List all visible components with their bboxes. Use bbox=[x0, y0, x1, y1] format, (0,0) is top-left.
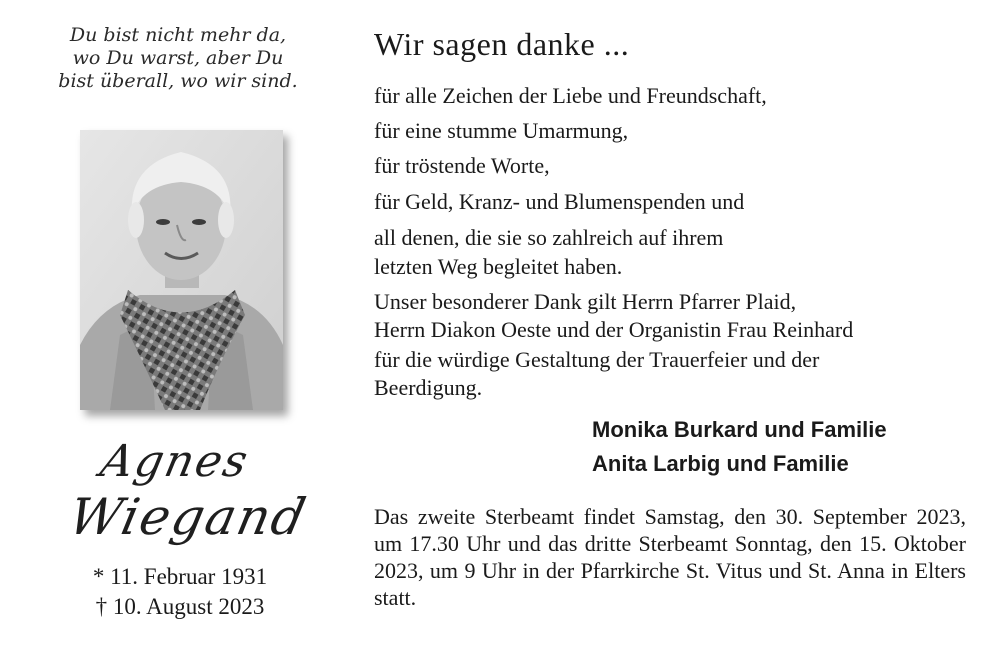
thanks-line: für alle Zeichen der Liebe und Freundschaft, bbox=[374, 83, 767, 108]
signature-first-name: Agnes bbox=[96, 436, 254, 487]
signer-name: Monika Burkard und Familie bbox=[592, 417, 887, 442]
thanks-line: für die würdige Gestaltung der Trauerfeier und der bbox=[374, 347, 820, 372]
thanks-line: für eine stumme Umarmung, bbox=[374, 118, 629, 143]
birth-date: * 11. Februar 1931 bbox=[92, 564, 268, 589]
thanks-line: letzten Weg begleitet haben. bbox=[374, 254, 623, 279]
thanks-line: Unser besonderer Dank gilt Herrn Pfarrer Plaid, bbox=[374, 289, 797, 314]
thanks-line: all denen, die sie so zahlreich auf ihrem bbox=[374, 225, 724, 250]
thanks-line: für tröstende Worte, bbox=[374, 153, 550, 178]
poem-line: bist überall, wo wir sind. bbox=[58, 70, 298, 92]
poem-line: Du bist nicht mehr da, bbox=[69, 24, 287, 46]
thanks-line: Beerdigung. bbox=[374, 375, 483, 400]
heading-title: Wir sagen danke ... bbox=[374, 26, 630, 62]
portrait-illustration bbox=[80, 130, 283, 410]
thanks-line: für Geld, Kranz- und Blumenspenden und bbox=[374, 189, 745, 214]
memorial-poem bbox=[50, 24, 306, 93]
signature-last-name: Wiegand bbox=[63, 488, 313, 546]
signer-name: Anita Larbig und Familie bbox=[592, 451, 849, 476]
poem-line: wo Du warst, aber Du bbox=[72, 47, 284, 69]
portrait-photo bbox=[80, 130, 283, 410]
thanks-line: Herrn Diakon Oeste und der Organistin Frau Reinhard bbox=[374, 317, 854, 342]
death-date: † 10. August 2023 bbox=[95, 594, 265, 619]
service-notice: Das zweite Sterbeamt findet Samstag, den 30. September 2023, um 17.30 Uhr und das dritte Sterbeamt Sonntag, den 15. Oktober 2023, um 9 Uhr in der Pfarrkirche St. Vitus und St. Anna in Elters statt. bbox=[374, 504, 966, 610]
